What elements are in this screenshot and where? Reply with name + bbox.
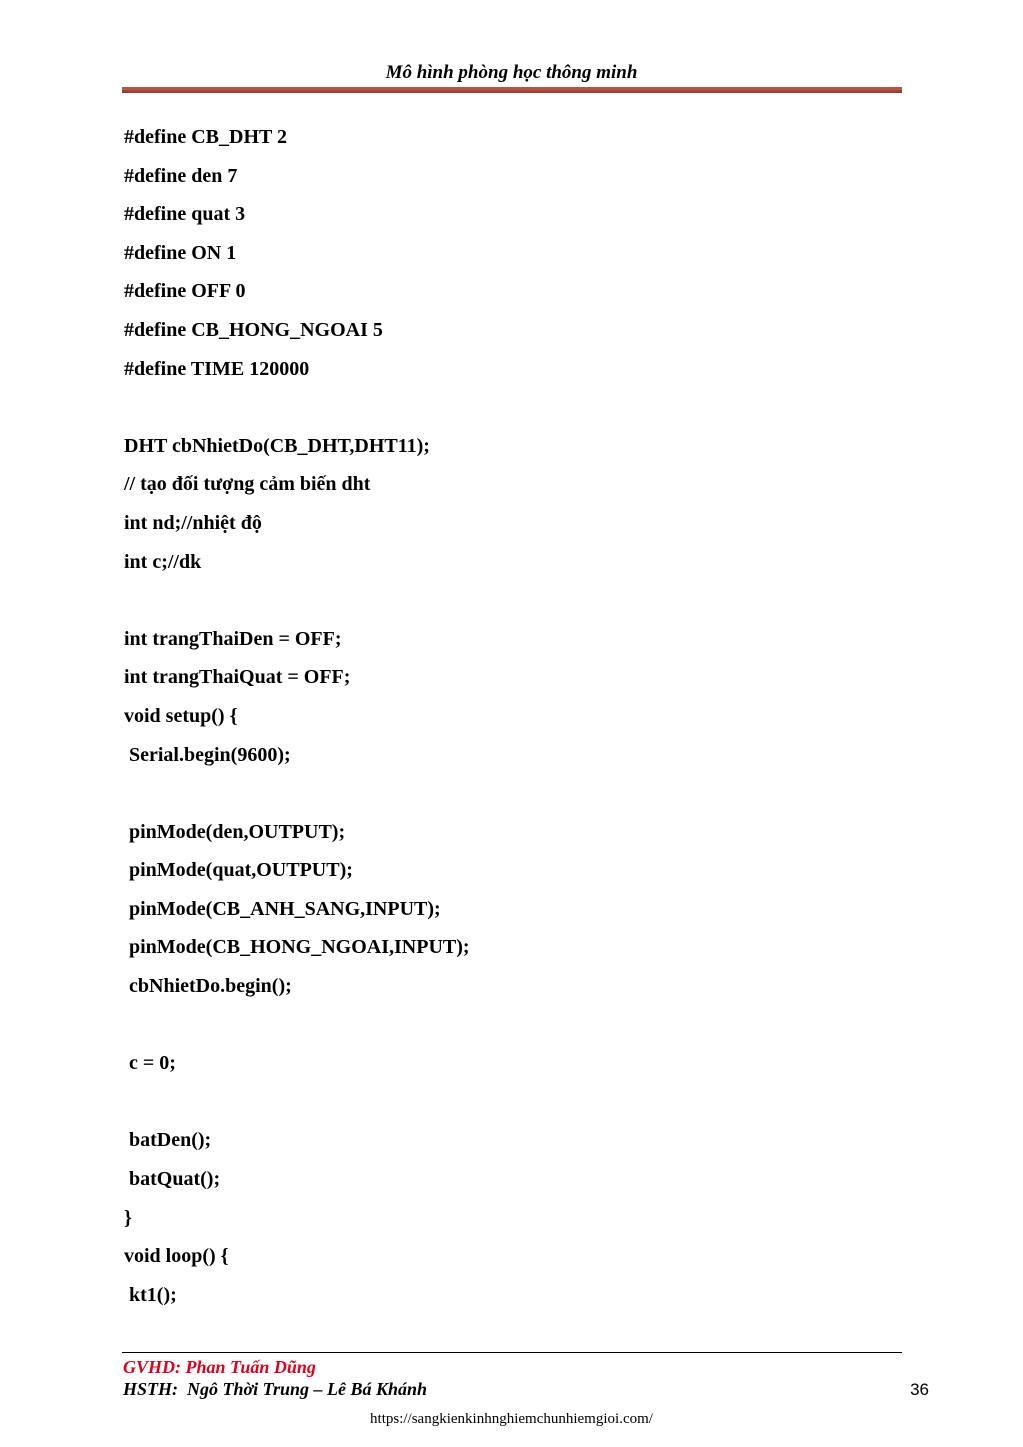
code-line: int trangThaiDen = OFF; [124, 627, 342, 650]
code-line: #define CB_DHT 2 [124, 126, 287, 148]
code-line [124, 1089, 884, 1128]
code-line: #define quat 3 [124, 203, 246, 226]
header-divider [122, 87, 902, 93]
code-line: Serial.begin(9600); [124, 743, 291, 766]
code-line: pinMode(den,OUTPUT); [124, 820, 346, 843]
page-number: 36 [910, 1380, 929, 1399]
footer-url: https://sangkienkinhnghiemchunhiemgioi.com/ [370, 1411, 653, 1427]
code-line: pinMode(quat,OUTPUT); [124, 859, 353, 882]
code-line: cbNhietDo.begin(); [124, 975, 292, 998]
footer-divider [122, 1352, 902, 1353]
code-line [124, 587, 884, 626]
code-line: #define CB_HONG_NGOAI 5 [124, 318, 383, 341]
code-line: void loop() { [124, 1245, 229, 1268]
code-line: batDen(); [124, 1129, 212, 1152]
code-line: #define TIME 120000 [124, 357, 310, 380]
code-line: DHT cbNhietDo(CB_DHT,DHT11); [124, 434, 430, 457]
code-line: void setup() { [124, 704, 238, 727]
code-line [124, 1012, 884, 1051]
code-line: #define ON 1 [124, 241, 237, 264]
code-line: c = 0; [124, 1052, 176, 1075]
code-listing [124, 124, 884, 1320]
code-line: int nd;//nhiệt độ [124, 511, 262, 534]
code-line: #define den 7 [124, 164, 238, 187]
code-line: // tạo đối tượng cảm biến dht [124, 473, 371, 496]
code-line [124, 394, 884, 433]
code-line: } [124, 1206, 132, 1229]
footer-instructor: GVHD: Phan Tuấn Dũng [123, 1357, 316, 1377]
code-line: #define OFF 0 [124, 280, 246, 303]
code-line: int c;//dk [124, 550, 202, 573]
code-line: int trangThaiQuat = OFF; [124, 666, 351, 689]
footer-students: HSTH: Ngô Thời Trung – Lê Bá Khánh [123, 1379, 428, 1399]
code-line: pinMode(CB_ANH_SANG,INPUT); [124, 897, 441, 920]
code-line [124, 780, 884, 819]
header-divider-line [122, 90, 902, 92]
code-line: batQuat(); [124, 1168, 221, 1191]
code-line: pinMode(CB_HONG_NGOAI,INPUT); [124, 936, 470, 959]
code-line: kt1(); [124, 1283, 177, 1306]
page-header-title: Mô hình phòng học thông minh [385, 62, 638, 83]
